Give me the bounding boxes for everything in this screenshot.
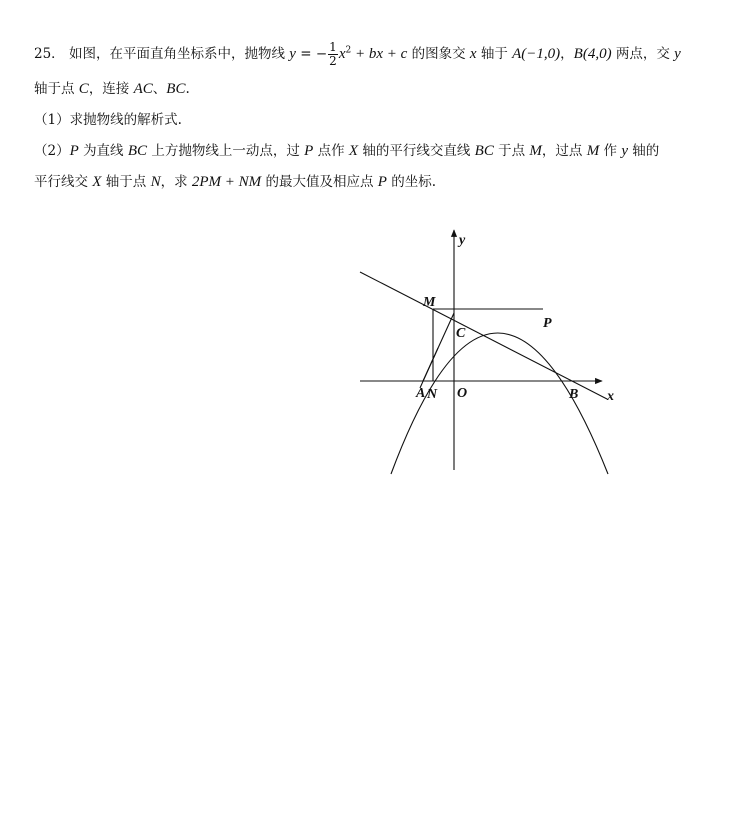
label-b: B <box>569 387 579 402</box>
text: ，连接 <box>88 81 130 97</box>
math-y: y <box>289 46 296 62</box>
text: 轴于点 <box>105 174 147 190</box>
math-x-var: x <box>469 46 477 62</box>
var-x-axis: X <box>92 174 102 190</box>
text: ， <box>560 46 574 62</box>
label-c: C <box>456 326 466 341</box>
text: 轴的 <box>632 143 660 159</box>
var-bc: BC <box>127 143 148 159</box>
var-y-axis: y <box>621 143 628 159</box>
var-x-axis: X <box>348 143 359 159</box>
text: 作 <box>603 143 618 159</box>
text: 轴的平行线交直线 <box>362 143 471 159</box>
label-o: O <box>457 386 468 401</box>
var-m: M <box>529 143 542 159</box>
text: ，过点 <box>541 143 583 159</box>
expression: 2PM + NM <box>191 174 262 190</box>
text: 为直线 <box>83 143 124 159</box>
var-p: P <box>377 174 387 190</box>
problem-number: 25． <box>34 46 65 62</box>
text: 平行线交 <box>34 174 88 190</box>
problem-part-1: （1）求抛物线的解析式. <box>34 112 182 128</box>
segment-bc: BC <box>166 81 186 97</box>
line-ac-extension <box>420 348 438 388</box>
var-bc: BC <box>474 143 494 159</box>
line-bc <box>360 272 607 399</box>
label-m: M <box>423 295 436 310</box>
text: 上方抛物线上一动点，过 <box>151 143 300 159</box>
text: ，求 <box>160 174 188 190</box>
math-exponent: 2 <box>345 45 352 56</box>
point-c: C <box>78 81 89 97</box>
label-a: A <box>416 386 426 401</box>
fraction-numerator: 1 <box>329 40 337 54</box>
text: 轴于 <box>480 46 508 62</box>
math-rest: + bx + c <box>351 46 408 62</box>
fraction-denominator: 2 <box>329 54 337 68</box>
label-x: x <box>607 389 614 404</box>
var-p: P <box>304 143 314 159</box>
text: 点作 <box>317 143 345 159</box>
var-m: M <box>586 143 600 159</box>
text: （2） <box>34 143 70 159</box>
point-a: A(−1,0) <box>512 46 561 62</box>
parabola <box>391 333 608 474</box>
var-p: P <box>69 143 79 159</box>
math-eq: = − <box>295 46 328 62</box>
label-n: N <box>427 387 438 402</box>
math-x: x <box>338 46 346 62</box>
text: 、 <box>152 81 167 97</box>
text: 两点，交 <box>615 46 670 62</box>
segment-ac: AC <box>133 81 153 97</box>
text: 的最大值及相应点 <box>265 174 374 190</box>
var-n: N <box>150 174 161 190</box>
text: 轴于点 <box>34 81 75 97</box>
text: 于点 <box>498 143 526 159</box>
label-p: P <box>543 316 552 331</box>
text: 如图，在平面直角坐标系中，抛物线 <box>68 46 285 62</box>
text: 的图象交 <box>411 46 466 62</box>
point-b: B(4,0) <box>573 46 612 62</box>
label-y: y <box>459 233 466 248</box>
text: . <box>185 81 190 97</box>
math-y-var: y <box>674 46 681 62</box>
text: 的坐标. <box>391 174 437 190</box>
